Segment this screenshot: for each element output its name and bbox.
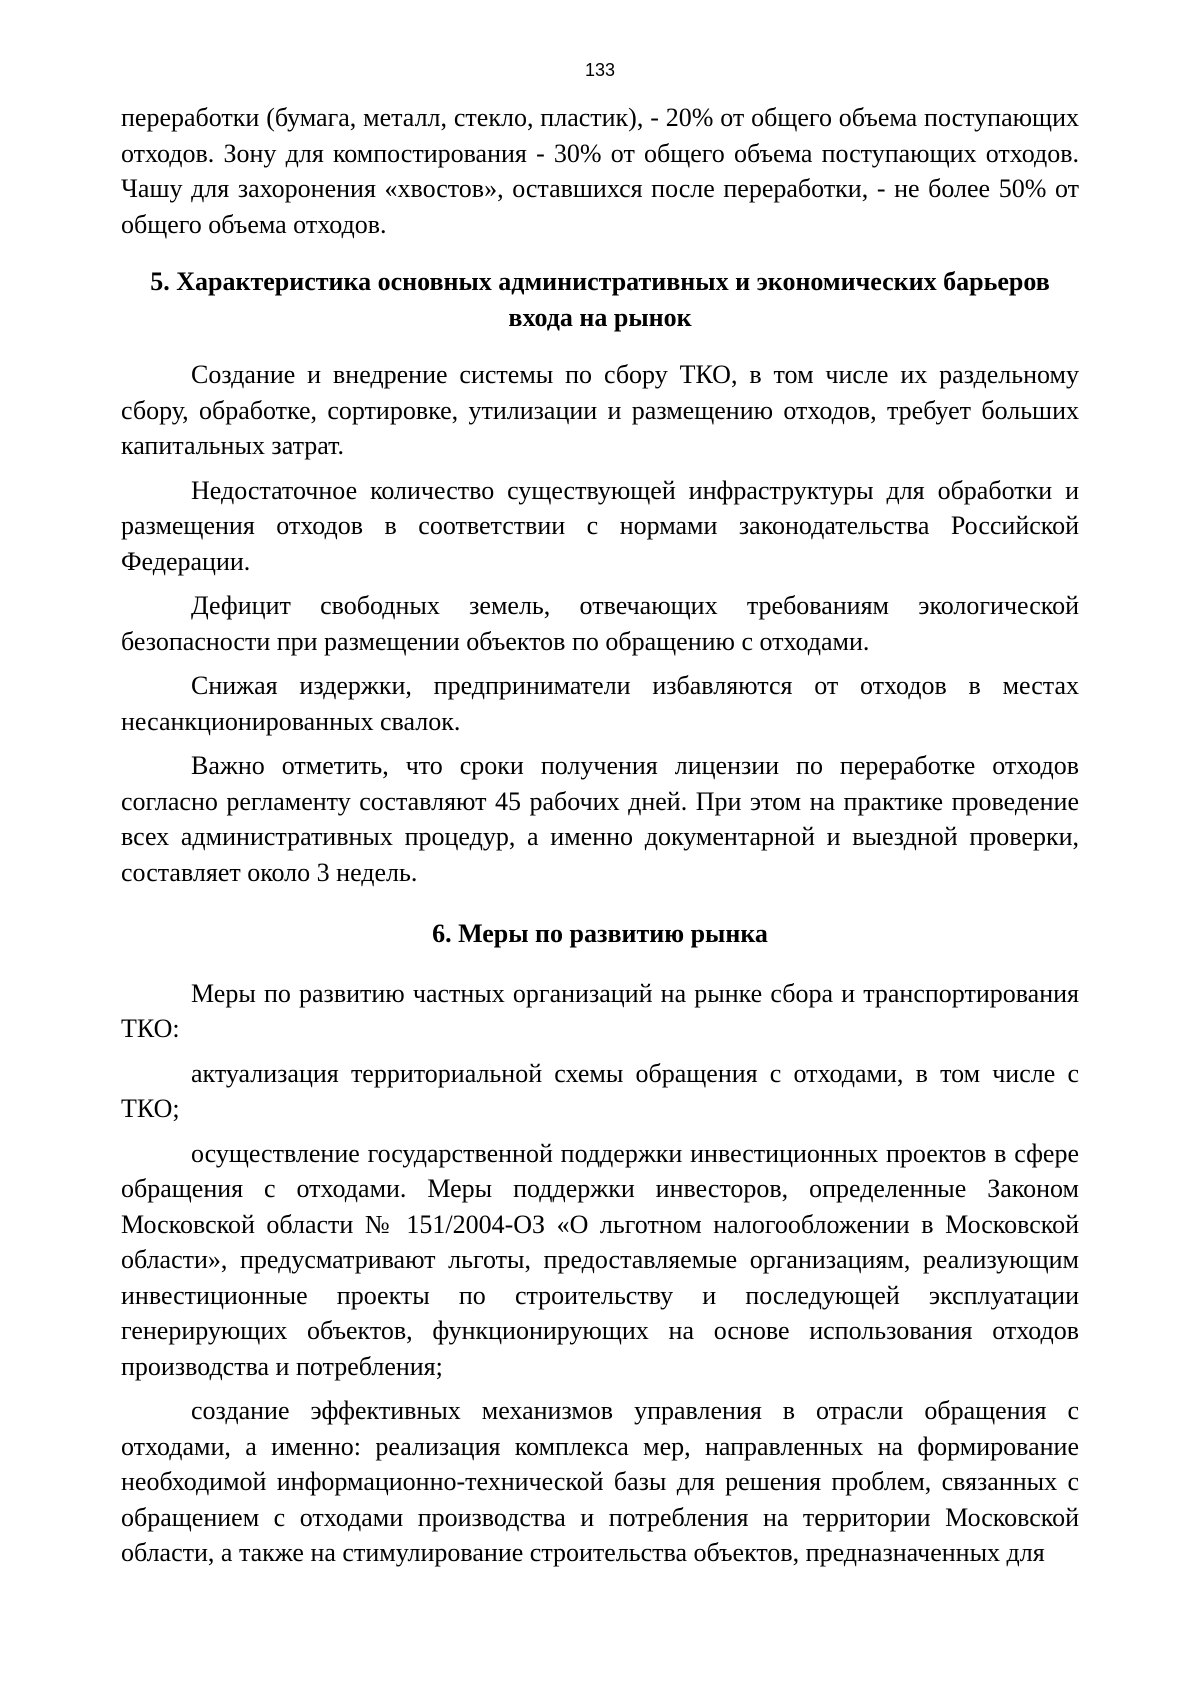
- page-number: 133: [584, 60, 616, 80]
- section-6-paragraph: осуществление государственной поддержки инвестиционных проектов в сфере обращения с отходами. Меры поддержки инвесторов, определенные Законом Московской области № 151/2004-ОЗ «О льготном налогообложении в Московской области», предусматривают льготы, предоставляемые организациям, реализующим инвестиционные проекты по строительству и последующей эксплуатации генерирующих объектов, функционирующих на основе использования отходов производства и потребления;: [121, 1138, 1079, 1381]
- section-5-paragraph: Создание и внедрение системы по сбору ТКО, в том числе их раздельному сбору, обработке, сортировке, утилизации и размещению отходов, требует больших капитальных затрат.: [121, 360, 1079, 460]
- section-5-paragraph: Важно отметить, что сроки получения лицензии по переработке отходов согласно регламенту составляют 45 рабочих дней. При этом на практике проведение всех административных процедур, а именно документарной и выездной проверки, составляет около 3 недель.: [121, 751, 1079, 887]
- section-6-paragraph: Меры по развитию частных организаций на рынке сбора и транспортирования ТКО:: [121, 978, 1079, 1043]
- section-6-heading: 6. Меры по развитию рынка: [432, 919, 768, 948]
- section-5-heading: 5. Характеристика основных административных и экономических барьеров входа на рынок: [150, 267, 1050, 332]
- document-body: [121, 100, 1079, 1571]
- section-6-paragraph: актуализация территориальной схемы обращения с отходами, в том числе с ТКО;: [121, 1058, 1079, 1123]
- section-5-paragraph: Недостаточное количество существующей инфраструктуры для обработки и размещения отходов в соответствии с нормами законодательства Российской Федерации.: [121, 475, 1079, 576]
- section-5-paragraph: Дефицит свободных земель, отвечающих требованиям экологической безопасности при размещении объектов по обращению с отходами.: [121, 591, 1079, 656]
- intro-paragraph: переработки (бумага, металл, стекло, пластик), - 20% от общего объема поступающих отходов. Зону для компостирования - 30% от общего объема поступающих отходов. Чашу для захоронения «хвостов», оставшихся после переработки, - не более 50% от общего объема отходов.: [121, 103, 1079, 239]
- section-6-paragraph: создание эффективных механизмов управления в отрасли обращения с отходами, а именно: реализация комплекса мер, направленных на формирование необходимой информационно-технической базы для решения проблем, связанных с обращением с отходами производства и потребления на территории Московской области, а также на стимулирование строительства объектов, предназначенных для: [121, 1396, 1079, 1567]
- section-5-paragraph: Снижая издержки, предприниматели избавляются от отходов в местах несанкционированных свалок.: [121, 671, 1079, 736]
